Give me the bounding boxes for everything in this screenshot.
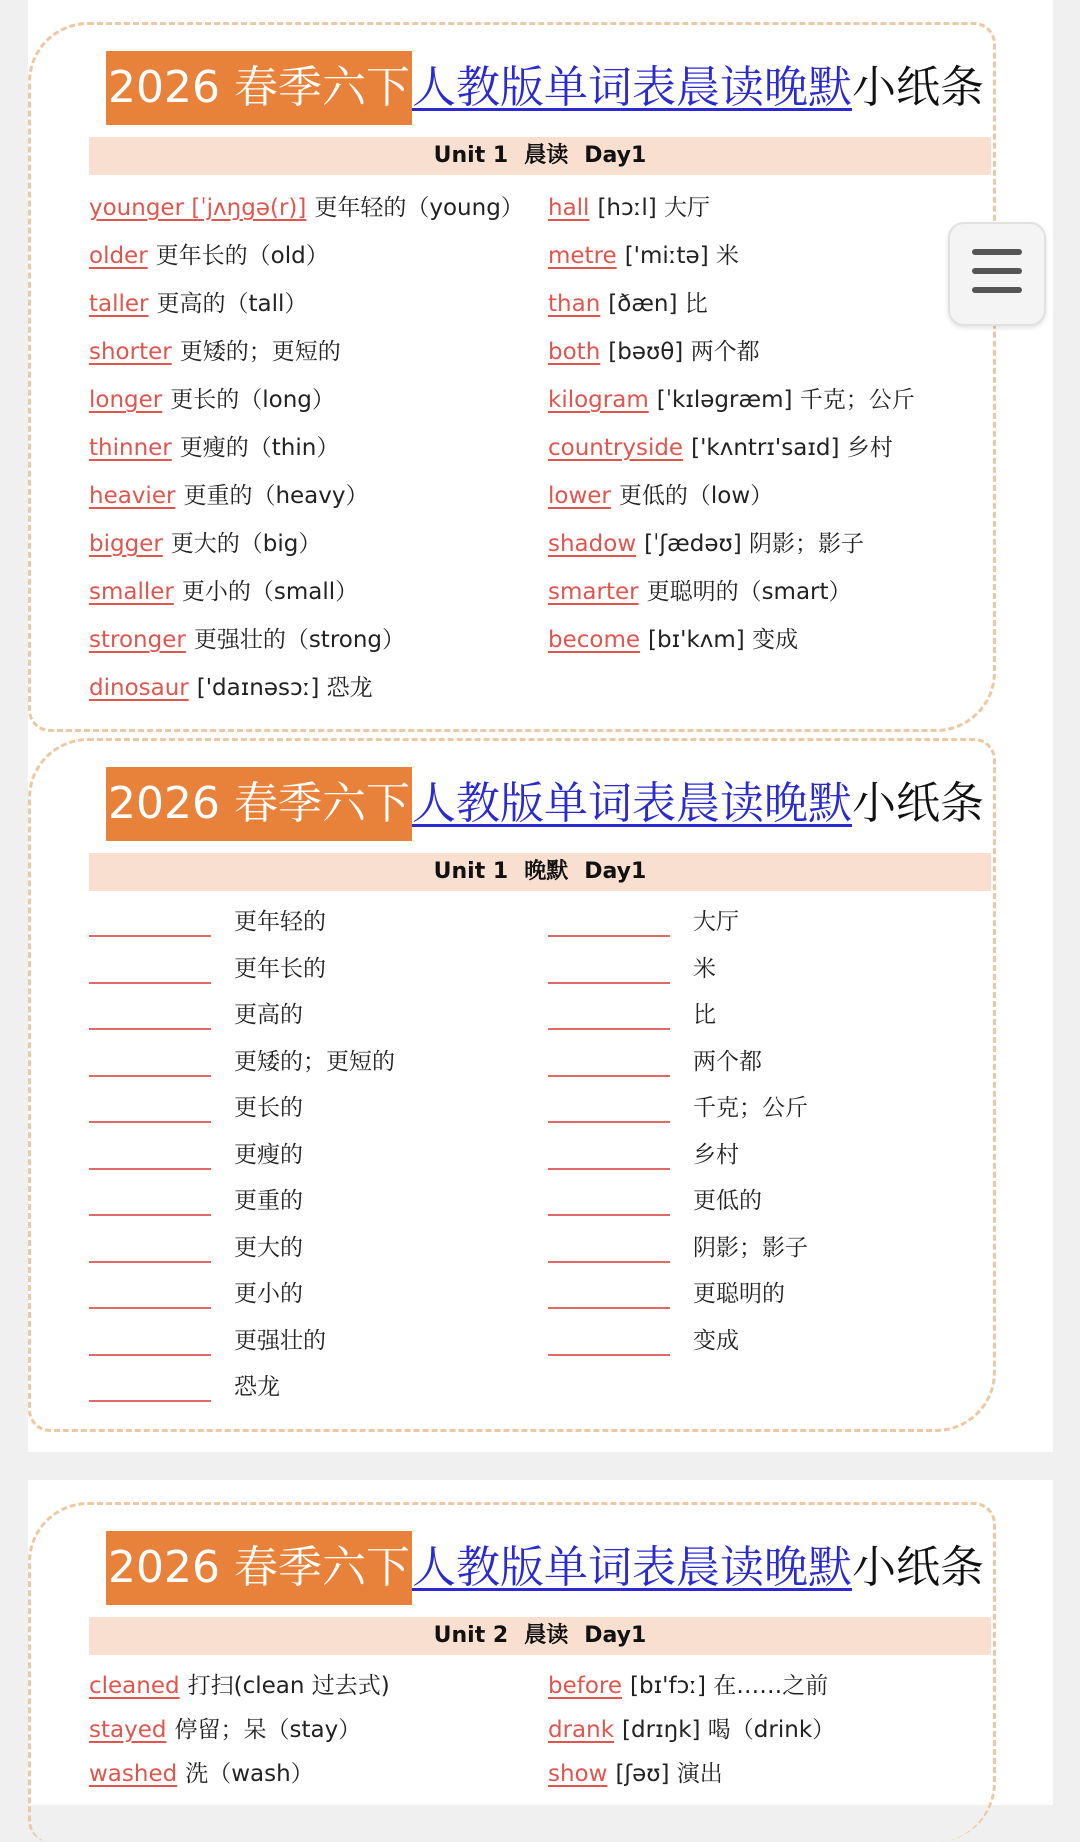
answer-blank[interactable] xyxy=(89,1075,211,1077)
word-meaning: [hɔːl] 大厅 xyxy=(597,195,711,221)
title-tail: 小纸条 xyxy=(851,1542,984,1593)
chinese-meaning: 千克；公斤 xyxy=(693,1095,808,1121)
word-meaning: 停留；呆（stay） xyxy=(174,1717,362,1743)
answer-blank[interactable] xyxy=(548,1121,670,1123)
unit-header-bar xyxy=(89,137,991,175)
chinese-meaning: 更矮的；更短的 xyxy=(234,1048,395,1075)
chinese-meaning: 乡村 xyxy=(693,1141,739,1168)
word-entry xyxy=(89,527,321,561)
mode-label: 晨读 xyxy=(524,143,569,168)
unit-label: Unit 1 xyxy=(433,143,509,168)
title-tail: 小纸条 xyxy=(851,778,984,829)
english-word: shadow xyxy=(548,531,637,557)
chinese-meaning: 更强壮的 xyxy=(234,1327,326,1354)
unit-header-bar xyxy=(89,1617,991,1655)
title-middle: 人教版单词表晨读晚默 xyxy=(411,62,852,113)
english-word: dinosaur xyxy=(89,675,189,701)
english-word: taller xyxy=(89,291,149,317)
answer-blank[interactable] xyxy=(548,1214,670,1216)
word-entry xyxy=(548,191,710,225)
title-highlight: 2026 春季六下 xyxy=(106,51,412,125)
word-entry xyxy=(89,431,339,465)
english-word: bigger xyxy=(89,531,163,557)
card-title xyxy=(106,767,984,841)
day-label: Day1 xyxy=(584,859,647,884)
word-meaning: [bəʊθ] 两个都 xyxy=(608,339,760,365)
word-meaning: ['miːtə] 米 xyxy=(624,243,739,269)
word-entry xyxy=(89,287,307,321)
english-word: shorter xyxy=(89,339,172,365)
word-meaning: 更瘦的（thin） xyxy=(179,435,340,461)
answer-blank[interactable] xyxy=(548,1028,670,1030)
word-entry xyxy=(89,623,405,657)
word-meaning: 更聪明的（smart） xyxy=(646,579,852,605)
answer-blank[interactable] xyxy=(548,1261,670,1263)
word-entry xyxy=(89,191,524,225)
answer-blank[interactable] xyxy=(548,1075,670,1077)
word-entry xyxy=(89,335,341,369)
title-highlight: 2026 春季六下 xyxy=(106,767,412,841)
word-entry xyxy=(548,623,798,657)
chinese-meaning: 更年轻的 xyxy=(234,909,326,935)
word-meaning: 更年轻的（young） xyxy=(314,195,524,221)
english-word: before xyxy=(548,1673,623,1699)
chinese-meaning: 更长的 xyxy=(234,1095,303,1121)
word-entry xyxy=(548,431,893,465)
word-entry xyxy=(89,1669,390,1703)
chinese-meaning: 更聪明的 xyxy=(693,1281,785,1307)
answer-blank[interactable] xyxy=(548,982,670,984)
english-word: kilogram xyxy=(548,387,649,413)
english-word: show xyxy=(548,1761,608,1787)
word-entry xyxy=(89,383,335,417)
unit-label: Unit 1 xyxy=(433,859,509,884)
english-word: younger [ˈjʌŋgə(r)] xyxy=(89,195,307,221)
answer-blank[interactable] xyxy=(89,1400,211,1402)
answer-blank[interactable] xyxy=(548,935,670,937)
word-entry xyxy=(89,479,368,513)
answer-blank[interactable] xyxy=(89,1121,211,1123)
word-entry xyxy=(89,239,329,273)
vocab-card-dictation xyxy=(28,738,996,1432)
english-word: stayed xyxy=(89,1717,167,1743)
word-meaning: [ðæn] 比 xyxy=(608,291,708,317)
chinese-meaning: 更大的 xyxy=(234,1234,303,1261)
word-meaning: 更小的（small） xyxy=(181,579,359,605)
answer-blank[interactable] xyxy=(89,1214,211,1216)
word-entry xyxy=(89,1757,314,1791)
word-meaning: 更重的（heavy） xyxy=(183,483,369,509)
word-meaning: 更高的（tall） xyxy=(156,291,308,317)
title-middle: 人教版单词表晨读晚默 xyxy=(411,778,852,829)
answer-blank[interactable] xyxy=(548,1307,670,1309)
english-word: metre xyxy=(548,243,617,269)
answer-blank[interactable] xyxy=(89,982,211,984)
word-entry xyxy=(548,1757,723,1791)
answer-blank[interactable] xyxy=(548,1168,670,1170)
card-title xyxy=(106,1531,984,1605)
word-entry xyxy=(548,383,915,417)
vocab-card-reading-unit2 xyxy=(28,1502,996,1842)
vocab-card-reading xyxy=(28,22,996,732)
word-meaning: [bɪ'fɔː] 在……之前 xyxy=(630,1673,829,1699)
word-entry xyxy=(89,575,358,609)
chinese-meaning: 更瘦的 xyxy=(234,1141,303,1168)
unit-header-bar xyxy=(89,853,991,891)
word-meaning: 洗（wash） xyxy=(185,1761,314,1787)
answer-blank[interactable] xyxy=(548,1354,670,1356)
english-word: thinner xyxy=(89,435,172,461)
chinese-meaning: 变成 xyxy=(693,1327,739,1354)
word-entry xyxy=(89,1713,361,1747)
english-word: hall xyxy=(548,195,590,221)
chinese-meaning: 更高的 xyxy=(234,1002,303,1028)
english-word: stronger xyxy=(89,627,186,653)
word-meaning: 更大的（big） xyxy=(170,531,322,557)
english-word: cleaned xyxy=(89,1673,180,1699)
word-entry xyxy=(548,527,864,561)
chinese-meaning: 阴影；影子 xyxy=(693,1234,808,1261)
word-meaning: [ʃəʊ] 演出 xyxy=(615,1761,723,1787)
chinese-meaning: 米 xyxy=(693,955,716,982)
english-word: longer xyxy=(89,387,163,413)
card-title xyxy=(106,51,984,125)
word-meaning: [drɪŋk] 喝（drink） xyxy=(622,1717,836,1743)
word-meaning: 更年长的（old） xyxy=(155,243,329,269)
word-meaning: 更强壮的（strong） xyxy=(193,627,406,653)
chinese-meaning: 恐龙 xyxy=(234,1374,280,1400)
word-entry xyxy=(548,335,760,369)
chinese-meaning: 更小的 xyxy=(234,1281,303,1307)
word-entry xyxy=(89,671,373,705)
word-meaning: [bɪ'kʌm] 变成 xyxy=(648,627,799,653)
answer-blank[interactable] xyxy=(89,1354,211,1356)
word-meaning: 更矮的；更短的 xyxy=(179,339,341,365)
english-word: lower xyxy=(548,483,611,509)
english-word: washed xyxy=(89,1761,178,1787)
chinese-meaning: 更年长的 xyxy=(234,955,326,982)
word-entry xyxy=(548,287,708,321)
word-meaning: 打扫(clean 过去式) xyxy=(187,1673,390,1699)
word-entry xyxy=(548,1669,828,1703)
answer-blank[interactable] xyxy=(89,1168,211,1170)
word-entry xyxy=(548,1713,835,1747)
chinese-meaning: 更低的 xyxy=(693,1188,762,1214)
title-highlight: 2026 春季六下 xyxy=(106,1531,412,1605)
english-word: become xyxy=(548,627,641,653)
chinese-meaning: 大厅 xyxy=(693,909,739,935)
english-word: countryside xyxy=(548,435,684,461)
english-word: smarter xyxy=(548,579,639,605)
title-middle: 人教版单词表晨读晚默 xyxy=(411,1542,852,1593)
chinese-meaning: 比 xyxy=(693,1002,716,1028)
title-tail: 小纸条 xyxy=(851,62,984,113)
word-meaning: [ˈkɪləgræm] 千克；公斤 xyxy=(656,387,915,413)
word-entry xyxy=(548,239,739,273)
day-label: Day1 xyxy=(584,1623,647,1648)
english-word: drank xyxy=(548,1717,615,1743)
word-meaning: ['kʌntrɪ'saɪd] 乡村 xyxy=(691,435,893,461)
word-meaning: ['daɪnəsɔː] 恐龙 xyxy=(196,675,373,701)
mode-label: 晨读 xyxy=(524,1623,569,1648)
word-meaning: 更长的（long） xyxy=(170,387,335,413)
english-word: than xyxy=(548,291,601,317)
english-word: heavier xyxy=(89,483,176,509)
answer-blank[interactable] xyxy=(89,1307,211,1309)
unit-label: Unit 2 xyxy=(433,1623,509,1648)
answer-blank[interactable] xyxy=(89,1028,211,1030)
word-meaning: [ˈʃædəʊ] 阴影；影子 xyxy=(644,531,864,557)
answer-blank[interactable] xyxy=(89,935,211,937)
menu-button[interactable] xyxy=(948,222,1046,326)
english-word: smaller xyxy=(89,579,174,605)
word-meaning: 更低的（low） xyxy=(618,483,774,509)
word-entry xyxy=(548,575,852,609)
english-word: older xyxy=(89,243,148,269)
mode-label: 晚默 xyxy=(524,859,569,884)
chinese-meaning: 更重的 xyxy=(234,1188,303,1214)
word-entry xyxy=(548,479,773,513)
answer-blank[interactable] xyxy=(89,1261,211,1263)
english-word: both xyxy=(548,339,601,365)
day-label: Day1 xyxy=(584,143,647,168)
chinese-meaning: 两个都 xyxy=(693,1048,762,1075)
